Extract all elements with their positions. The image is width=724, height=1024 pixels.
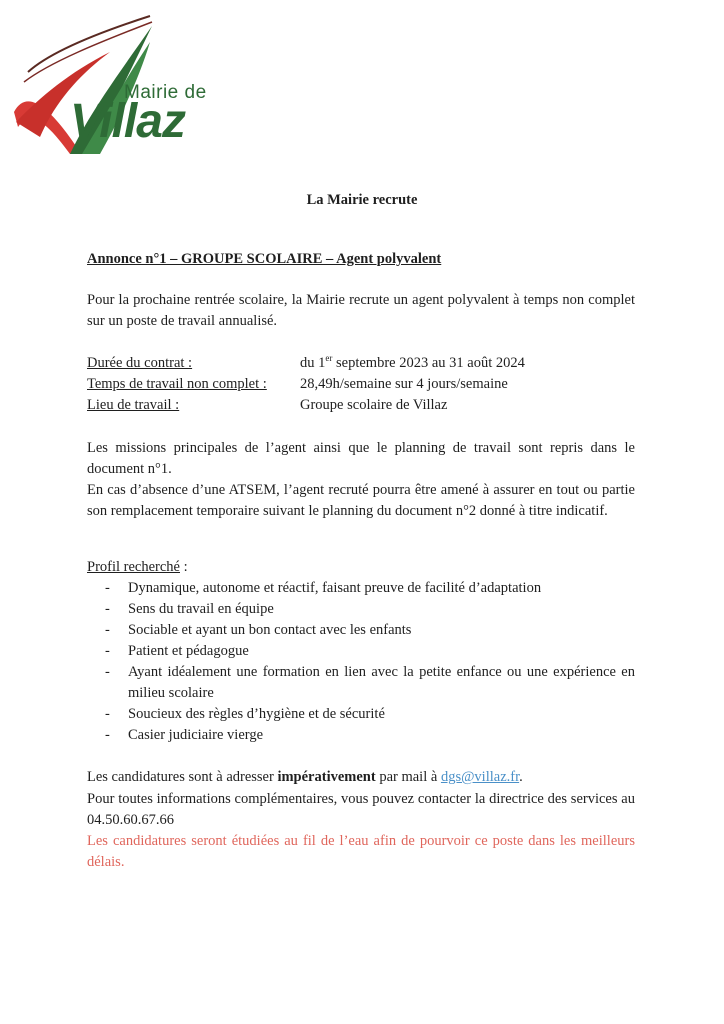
- logo-text-villaz: Villaz: [70, 95, 185, 148]
- annonce-heading: Annonce n°1 – GROUPE SCOLAIRE – Agent polyvalent: [87, 251, 442, 267]
- missions-paragraph: Les missions principales de l’agent ainsi que le planning de travail sont repris dans le document n°1.: [87, 440, 635, 477]
- list-item: - Casier judiciaire vierge: [105, 725, 635, 746]
- detail-label: Temps de travail non complet :: [87, 376, 267, 392]
- intro-paragraph: Pour la prochaine rentrée scolaire, la Mairie recrute un agent polyvalent à temps non complet sur un poste de travail annualisé.: [87, 292, 635, 329]
- logo-text-mairie-de: Mairie de: [124, 82, 207, 103]
- list-item: - Dynamique, autonome et réactif, faisant preuve de facilité d’adaptation: [105, 578, 635, 599]
- candidatures-paragraph: Les candidatures sont à adresser impérativement par mail à dgs@villaz.fr.: [87, 769, 523, 785]
- list-item: - Soucieux des règles d’hygiène et de sécurité: [105, 704, 635, 725]
- list-item: - Sociable et ayant un bon contact avec les enfants: [105, 620, 635, 641]
- page-title: La Mairie recrute: [306, 192, 418, 208]
- atsem-paragraph: En cas d’absence d’une ATSEM, l’agent recruté pourra être amené à assurer en tout ou partie son remplacement temporaire suivant le planning du document n°2 donné à titre indicatif.: [87, 482, 635, 519]
- detail-label: Durée du contrat :: [87, 355, 193, 371]
- profil-list: [105, 578, 635, 746]
- list-item: - Ayant idéalement une formation en lien avec la petite enfance ou une expérience en milieu scolaire: [105, 662, 635, 704]
- mairie-logo: [10, 12, 210, 160]
- detail-label: Lieu de travail :: [87, 397, 180, 413]
- list-item: - Sens du travail en équipe: [105, 599, 635, 620]
- detail-value: 28,49h/semaine sur 4 jours/semaine: [300, 376, 508, 392]
- detail-value: du 1er septembre 2023 au 31 août 2024: [300, 353, 525, 371]
- detail-value: Groupe scolaire de Villaz: [300, 397, 448, 413]
- email-link[interactable]: dgs@villaz.fr: [440, 769, 520, 785]
- profil-heading: Profil recherché :: [87, 559, 188, 575]
- contact-paragraph: Pour toutes informations complémentaires, vous pouvez contacter la directrice des services au 04.50.60.67.66: [87, 791, 635, 828]
- list-item: - Patient et pédagogue: [105, 641, 635, 662]
- note-paragraph: Les candidatures seront étudiées au fil de l’eau afin de pourvoir ce poste dans les meilleurs délais.: [87, 833, 635, 870]
